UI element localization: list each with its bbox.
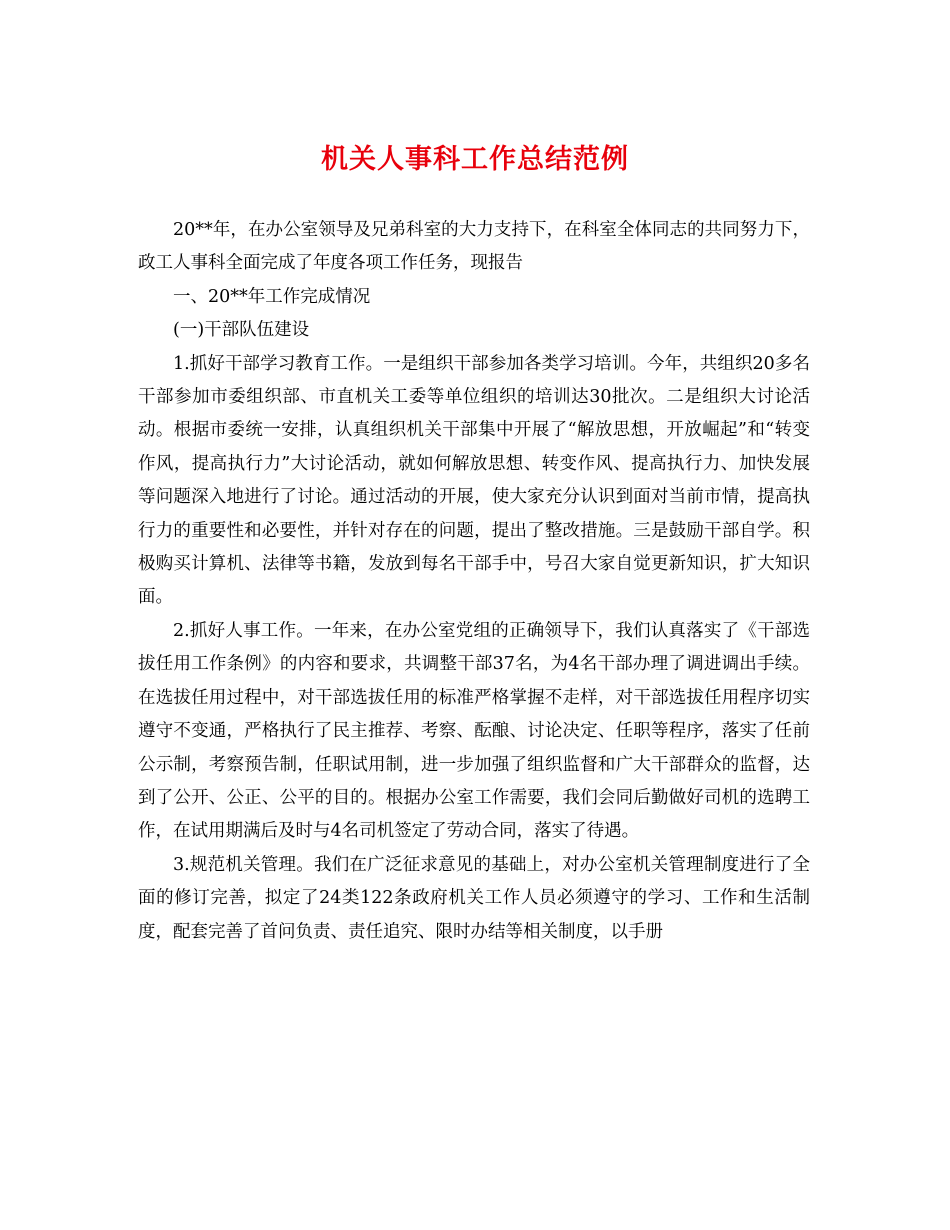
intro-paragraph: 20**年，在办公室领导及兄弟科室的大力支持下，在科室全体同志的共同努力下，政工人事科全面完成了年度各项工作任务，现报告: [138, 220, 810, 274]
subsection-heading: (一)干部队伍建设: [173, 320, 310, 341]
item-paragraph-study: 1.抓好干部学习教育工作。一是组织干部参加各类学习培训。今年，共组织20多名干部参加市委组织部、市直机关工委等单位组织的培训达30批次。二是组织大讨论活动。根据市委统一安排，认真组织机关干部集中开展了“解放思想，开放崛起”和“转变作风，提高执行力”大讨论活动，就如何解放思想、转变作风、提高执行力、加快发展等问题深入地进行了讨论。通过活动的开展，使大家充分认识到面对当前市情，提高执行力的重要性和必要性，并针对存在的问题，提出了整改措施。三是鼓励干部自学。积极购买计算机、法律等书籍，发放到每名干部手中，号召大家自觉更新知识，扩大知识面。: [138, 353, 810, 608]
item-paragraph-management: 3.规范机关管理。我们在广泛征求意见的基础上，对办公室机关管理制度进行了全面的修订完善，拟定了24类122条政府机关工作人员必须遵守的学习、工作和生活制度，配套完善了首问负责、责任追究、限时办结等相关制度，以手册: [138, 854, 810, 942]
document-body: [138, 214, 810, 949]
document-title: 机关人事科工作总结范例: [321, 144, 629, 175]
item-paragraph-personnel: 2.抓好人事工作。一年来，在办公室党组的正确领导下，我们认真落实了《干部选拔任用工作条例》的内容和要求，共调整干部37名，为4名干部办理了调进调出手续。在选拔任用过程中，对干部选拔任用的标准严格掌握不走样，对干部选拔任用程序切实遵守不变通，严格执行了民主推荐、考察、酝酿、讨论决定、任职等程序，落实了任前公示制，考察预告制，任职试用制，进一步加强了组织监督和广大干部群众的监督，达到了公开、公正、公平的目的。根据办公室工作需要，我们会同后勤做好司机的选聘工作，在试用期满后及时与4名司机签定了劳动合同，落实了待遇。: [138, 620, 810, 842]
section-heading: 一、20**年工作完成情况: [173, 286, 371, 307]
